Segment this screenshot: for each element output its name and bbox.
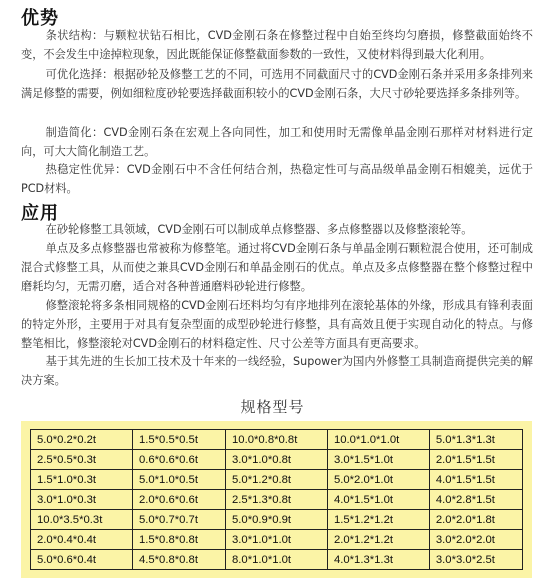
- spec-table-cell: 2.0*0.4*0.4t: [31, 530, 133, 550]
- spec-table-cell: 5.0*1.3*1.3t: [429, 430, 522, 450]
- spec-table-cell: 3.0*2.0*2.0t: [429, 530, 522, 550]
- advantage-paragraph-manufacturing: 制造简化：CVD金刚石条在宏观上各向同性，加工和使用时无需像单晶金刚石那样对材料进行定向，可大大简化制造工艺。: [21, 126, 533, 158]
- spec-table-cell: 10.0*3.5*0.3t: [31, 510, 133, 530]
- application-paragraph-dressing-roller: 修整滚轮将多条相同规格的CVD金刚石坯料均匀有序地排列在滚轮基体的外缘，形成具有锋利表面的特定外形，主要用于对具有复杂型面的成型砂轮进行修整，具有高效且便于实现自动化的特点。与修整笔相比，修整滚轮对CVD金刚石的材料稳定性、尺寸公差等方面具有更高要求。: [21, 299, 533, 350]
- spec-table-cell: 2.0*0.6*0.6t: [132, 490, 225, 510]
- spec-table-cell: 5.0*1.2*0.8t: [226, 470, 328, 490]
- spec-table-cell: 5.0*0.9*0.9t: [226, 510, 328, 530]
- spec-table-cell: 3.0*1.0*1.0t: [226, 530, 328, 550]
- advantage-paragraph-optimization: 可优化选择：根据砂轮及修整工艺的不同，可选用不同截面尺寸的CVD金刚石条并采用多条排列来满足修整的需要，例如细粒度砂轮要选择截面积较小的CVD金刚石条，大尺寸砂轮要选择多条排列等。: [21, 68, 533, 100]
- spec-table-row: [31, 530, 523, 550]
- spec-table-row: [31, 430, 523, 450]
- advantage-paragraph-thermal: 热稳定性优异：CVD金刚石中不含任何结合剂，热稳定性可与高品级单晶金刚石相媲美，远优于PCD材料。: [21, 163, 533, 195]
- spec-table-cell: 4.0*1.3*1.3t: [327, 550, 429, 570]
- spec-table-cell: 5.0*0.2*0.2t: [31, 430, 133, 450]
- applications-title: 应用: [21, 203, 59, 224]
- spec-table-cell: 4.0*1.5*1.0t: [327, 490, 429, 510]
- spec-table-row: [31, 470, 523, 490]
- spec-table-cell: 3.0*1.0*0.3t: [31, 490, 133, 510]
- spec-table-cell: 10.0*0.8*0.8t: [226, 430, 328, 450]
- spec-table-cell: 1.5*0.8*0.8t: [132, 530, 225, 550]
- spec-table-cell: 8.0*1.0*1.0t: [226, 550, 328, 570]
- spec-table-cell: 5.0*0.7*0.7t: [132, 510, 225, 530]
- spec-table-cell: 4.0*2.8*1.5t: [429, 490, 522, 510]
- spec-table-cell: 1.5*1.0*0.3t: [31, 470, 133, 490]
- spec-table-cell: 5.0*1.0*0.5t: [132, 470, 225, 490]
- spec-table-row: [31, 550, 523, 570]
- spec-table-panel: [21, 421, 532, 578]
- spec-table-row: [31, 450, 523, 470]
- spec-table-cell: 2.0*2.0*1.8t: [429, 510, 522, 530]
- spec-table-cell: 0.6*0.6*0.6t: [132, 450, 225, 470]
- application-paragraph-overview: 在砂轮修整工具领域，CVD金刚石可以制成单点修整器、多点修整器以及修整滚轮等。: [45, 223, 473, 236]
- spec-table-cell: 2.5*1.3*0.8t: [226, 490, 328, 510]
- spec-table: [30, 429, 523, 570]
- application-paragraph-dressing-pen: 单点及多点修整器也常被称为修整笔。通过将CVD金刚石条与单晶金刚石颗粒混合使用，还可制成混合式修整工具，从而使之兼具CVD金刚石和单晶金刚石的优点。单点及多点修整器在整个修整过程中磨耗均匀，无需刃磨，适合对各种普通磨料砂轮进行修整。: [21, 242, 533, 293]
- advantage-paragraph-structure: 条状结构：与颗粒状钻石相比，CVD金刚石条在修整过程中自始至终均匀磨损，修整截面始终不变，不会发生中途掉粒现象，因此既能保证修整截面参数的一致性，又使材料得到最大化利用。: [21, 29, 533, 61]
- spec-table-row: [31, 510, 523, 530]
- spec-table-cell: 1.5*1.2*1.2t: [327, 510, 429, 530]
- spec-table-cell: 4.5*0.8*0.8t: [132, 550, 225, 570]
- application-paragraph-solution: 基于其先进的生长加工技术及十年来的一线经验，Supower为国内外修整工具制造商提供完美的解决方案。: [21, 355, 533, 387]
- spec-table-cell: 5.0*2.0*1.0t: [327, 470, 429, 490]
- spec-table-cell: 2.0*1.2*1.2t: [327, 530, 429, 550]
- spec-table-cell: 3.0*1.5*1.0t: [327, 450, 429, 470]
- spec-table-cell: 2.5*0.5*0.3t: [31, 450, 133, 470]
- spec-table-cell: 3.0*1.0*0.8t: [226, 450, 328, 470]
- spec-table-row: [31, 490, 523, 510]
- spec-table-body: [31, 430, 523, 570]
- spec-table-cell: 5.0*0.6*0.4t: [31, 550, 133, 570]
- advantages-title: 优势: [21, 8, 59, 29]
- spec-table-cell: 1.5*0.5*0.5t: [132, 430, 225, 450]
- spec-table-cell: 2.0*1.5*1.5t: [429, 450, 522, 470]
- spec-table-title: 规格型号: [240, 398, 305, 416]
- spec-table-cell: 3.0*3.0*2.5t: [429, 550, 522, 570]
- spec-table-cell: 10.0*1.0*1.0t: [327, 430, 429, 450]
- spec-table-cell: 4.0*1.5*1.5t: [429, 470, 522, 490]
